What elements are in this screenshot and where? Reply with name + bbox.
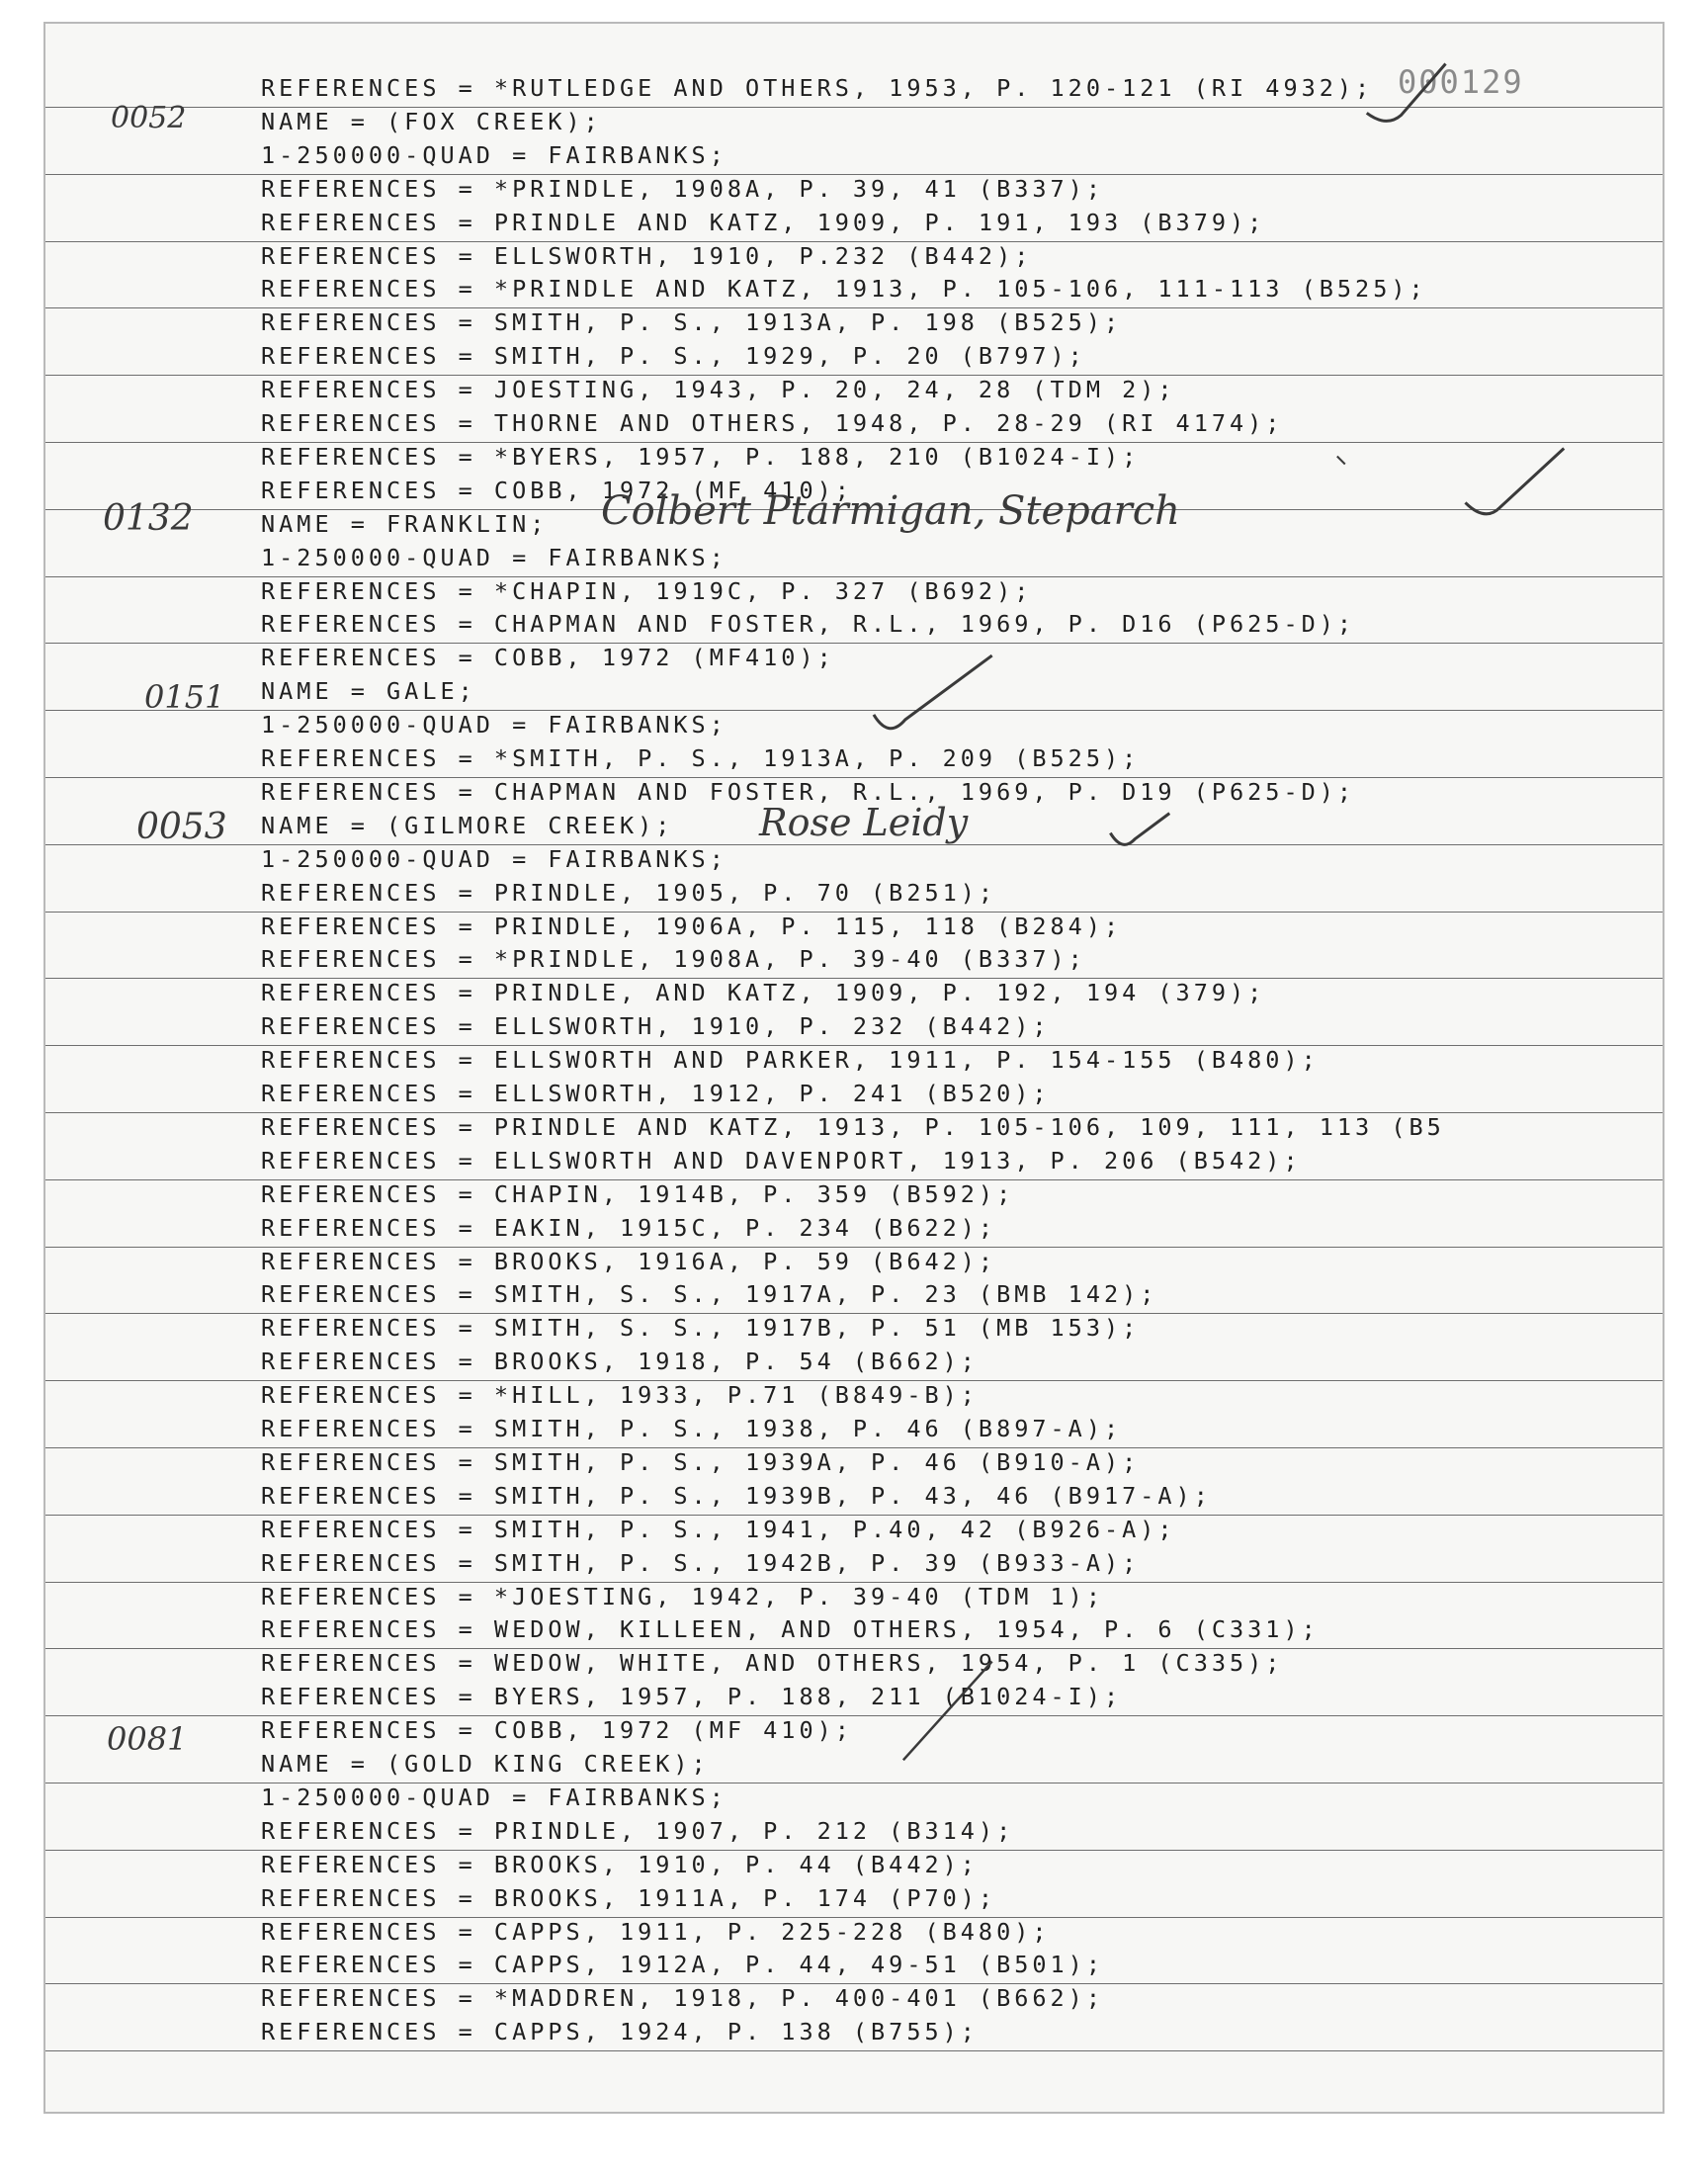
text-line: REFERENCES = CAPPS, 1912A, P. 44, 49-51 (B501); — [261, 1951, 1104, 1979]
ruled-line — [45, 912, 1663, 913]
ruled-line — [45, 107, 1663, 108]
handwritten-number-gale: 0151 — [144, 678, 225, 716]
text-line: REFERENCES = BROOKS, 1910, P. 44 (B442); — [261, 1850, 979, 1878]
ruled-line — [45, 1247, 1663, 1248]
text-line: 1-250000-QUAD = FAIRBANKS; — [261, 543, 727, 571]
ruled-line — [45, 576, 1663, 577]
text-line: REFERENCES = *PRINDLE AND KATZ, 1913, P. 105-106, 111-113 (B525); — [261, 275, 1427, 304]
text-line: NAME = GALE; — [261, 677, 476, 706]
ruled-line — [45, 241, 1663, 242]
text-line: REFERENCES = BYERS, 1957, P. 188, 211 (B1024-I); — [261, 1683, 1123, 1711]
ruled-line — [45, 1380, 1663, 1381]
text-line: REFERENCES = BROOKS, 1911A, P. 174 (P70); — [261, 1883, 997, 1912]
ruled-line — [45, 1648, 1663, 1649]
ruled-line — [45, 978, 1663, 979]
text-line: REFERENCES = THORNE AND OTHERS, 1948, P. 28-29 (RI 4174); — [261, 409, 1284, 437]
handwritten-note-franklin: Colbert Ptarmigan, Steparch — [601, 488, 1180, 534]
handwritten-number-franklin: 0132 — [103, 498, 194, 539]
ruled-line — [45, 1515, 1663, 1516]
text-line: REFERENCES = CHAPMAN AND FOSTER, R.L., 1969, P. D16 (P625-D); — [261, 610, 1356, 639]
text-line: REFERENCES = PRINDLE, 1906A, P. 115, 118 (B284); — [261, 912, 1123, 940]
text-line: REFERENCES = SMITH, P. S., 1941, P.40, 42 (B926-A); — [261, 1515, 1176, 1543]
text-line: REFERENCES = *CHAPIN, 1919C, P. 327 (B692); — [261, 576, 1033, 605]
ruled-line — [45, 307, 1663, 308]
ruled-line — [45, 442, 1663, 443]
ruled-line — [45, 2050, 1663, 2051]
text-line: REFERENCES = PRINDLE AND KATZ, 1909, P. 191, 193 (B379); — [261, 208, 1266, 236]
text-line: REFERENCES = PRINDLE AND KATZ, 1913, P. 105-106, 109, 111, 113 (B5 — [261, 1112, 1445, 1141]
text-line: REFERENCES = SMITH, P. S., 1939A, P. 46 (B910-A); — [261, 1447, 1141, 1476]
text-line: REFERENCES = WEDOW, KILLEEN, AND OTHERS, 1954, P. 6 (C331); — [261, 1615, 1320, 1644]
text-line: REFERENCES = ELLSWORTH, 1910, P.232 (B442); — [261, 241, 1033, 270]
text-line: 1-250000-QUAD = FAIRBANKS; — [261, 140, 727, 169]
ruled-line — [45, 1983, 1663, 1984]
ruled-line — [45, 174, 1663, 175]
ruled-line — [45, 375, 1663, 376]
ruled-line — [45, 1447, 1663, 1448]
text-line: REFERENCES = *BYERS, 1957, P. 188, 210 (B1024-I); — [261, 442, 1141, 471]
text-line: REFERENCES = EAKIN, 1915C, P. 234 (B622); — [261, 1213, 997, 1242]
ruled-line — [45, 1850, 1663, 1851]
ruled-line — [45, 1582, 1663, 1583]
text-line: REFERENCES = ELLSWORTH AND PARKER, 1911, P. 154-155 (B480); — [261, 1046, 1320, 1075]
text-line: REFERENCES = CAPPS, 1924, P. 138 (B755); — [261, 2018, 979, 2046]
ruled-line — [45, 1313, 1663, 1314]
text-line: REFERENCES = SMITH, P. S., 1913A, P. 198 (B525); — [261, 308, 1123, 337]
text-line: REFERENCES = *RUTLEDGE AND OTHERS, 1953, P. 120-121 (RI 4932); — [261, 74, 1374, 102]
text-line: REFERENCES = PRINDLE, 1905, P. 70 (B251); — [261, 878, 997, 907]
text-line: REFERENCES = COBB, 1972 (MF410); — [261, 644, 835, 672]
text-line: REFERENCES = ELLSWORTH, 1912, P. 241 (B520); — [261, 1080, 1051, 1107]
ruled-line — [45, 777, 1663, 778]
ruled-line — [45, 710, 1663, 711]
text-line: 1-250000-QUAD = FAIRBANKS; — [261, 844, 727, 873]
text-line: 1-250000-QUAD = FAIRBANKS; — [261, 1783, 727, 1811]
text-line: REFERENCES = *PRINDLE, 1908A, P. 39-40 (B337); — [261, 945, 1086, 974]
document-page — [43, 22, 1665, 2114]
text-line: REFERENCES = SMITH, S. S., 1917B, P. 51 (MB 153); — [261, 1314, 1141, 1343]
text-line: REFERENCES = WEDOW, WHITE, AND OTHERS, 1954, P. 1 (C335); — [261, 1649, 1284, 1678]
text-line: REFERENCES = SMITH, P. S., 1938, P. 46 (B897-A); — [261, 1415, 1123, 1442]
ruled-line — [45, 1112, 1663, 1113]
text-line: REFERENCES = BROOKS, 1916A, P. 59 (B642); — [261, 1247, 997, 1275]
text-line: REFERENCES = PRINDLE, 1907, P. 212 (B314); — [261, 1816, 1015, 1845]
text-line: REFERENCES = JOESTING, 1943, P. 20, 24, 28 (TDM 2); — [261, 376, 1176, 404]
text-line: REFERENCES = CHAPMAN AND FOSTER, R.L., 1969, P. D19 (P625-D); — [261, 777, 1356, 806]
text-line: NAME = (FOX CREEK); — [261, 107, 602, 135]
ruled-line — [45, 1783, 1663, 1784]
text-line: REFERENCES = *MADDREN, 1918, P. 400-401 (B662); — [261, 1984, 1104, 2013]
text-line: REFERENCES = CAPPS, 1911, P. 225-228 (B480); — [261, 1917, 1051, 1946]
stamp-number: 000129 — [1398, 63, 1524, 101]
ruled-line — [45, 1917, 1663, 1918]
text-line: REFERENCES = PRINDLE, AND KATZ, 1909, P. 192, 194 (379); — [261, 979, 1266, 1007]
handwritten-note-gilmore: Rose Leidy — [759, 801, 969, 844]
ruled-line — [45, 1045, 1663, 1046]
text-line: NAME = (GOLD KING CREEK); — [261, 1750, 710, 1778]
text-line: REFERENCES = *PRINDLE, 1908A, P. 39, 41 (B337); — [261, 174, 1104, 203]
text-line: REFERENCES = ELLSWORTH, 1910, P. 232 (B442); — [261, 1012, 1051, 1041]
text-line: REFERENCES = COBB, 1972 (MF 410); — [261, 1716, 853, 1745]
text-line: REFERENCES = *JOESTING, 1942, P. 39-40 (TDM 1); — [261, 1582, 1104, 1610]
text-line: NAME = FRANKLIN; — [261, 509, 549, 538]
handwritten-number-gold-king: 0081 — [107, 1720, 188, 1758]
reference-lines — [45, 24, 1663, 2112]
text-line: REFERENCES = ELLSWORTH AND DAVENPORT, 1913, P. 206 (B542); — [261, 1146, 1302, 1174]
text-line: NAME = (GILMORE CREEK); — [261, 811, 674, 839]
text-line: REFERENCES = SMITH, P. S., 1929, P. 20 (B797); — [261, 342, 1086, 371]
handwritten-number-gilmore: 0053 — [136, 807, 227, 847]
ruled-line — [45, 1179, 1663, 1180]
handwritten-number-fox-creek: 0052 — [111, 101, 187, 135]
text-line: REFERENCES = BROOKS, 1918, P. 54 (B662); — [261, 1348, 979, 1376]
text-line: REFERENCES = *HILL, 1933, P.71 (B849-B); — [261, 1381, 979, 1410]
text-line: 1-250000-QUAD = FAIRBANKS; — [261, 711, 727, 740]
text-line: REFERENCES = CHAPIN, 1914B, P. 359 (B592); — [261, 1179, 1015, 1208]
text-line: REFERENCES = SMITH, S. S., 1917A, P. 23 (BMB 142); — [261, 1280, 1158, 1309]
text-line: REFERENCES = SMITH, P. S., 1939B, P. 43, 46 (B917-A); — [261, 1481, 1212, 1510]
ruled-line — [45, 643, 1663, 644]
text-line: REFERENCES = *SMITH, P. S., 1913A, P. 209 (B525); — [261, 744, 1141, 772]
ruled-line — [45, 1715, 1663, 1716]
text-line: REFERENCES = SMITH, P. S., 1942B, P. 39 (B933-A); — [261, 1548, 1141, 1577]
text-line: REFERENCES = COBB, 1972 (MF 410); — [261, 476, 853, 504]
